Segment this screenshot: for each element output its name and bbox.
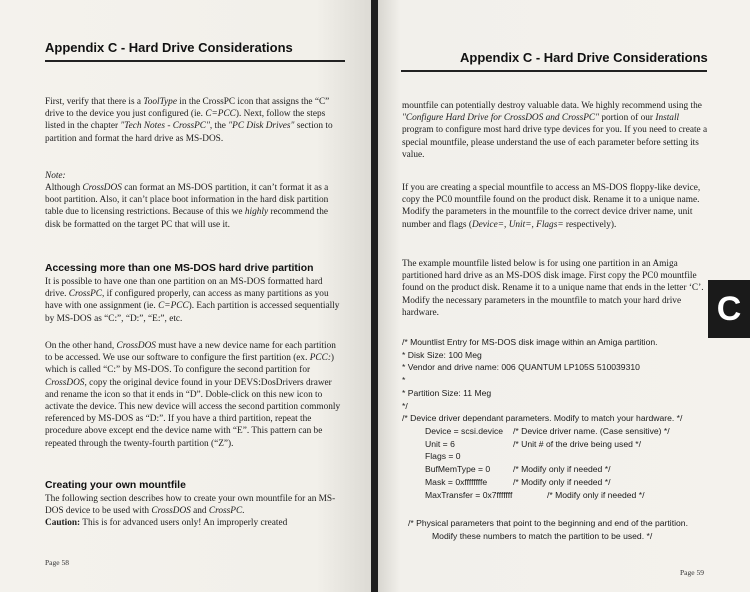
code-line: /* Device driver dependant parameters. Modify to match your hardware. */ — [402, 413, 683, 424]
paragraph: Although CrossDOS can format an MS-DOS partition, it can’t format it as a boot partition. Also, it can’t place boot information in the hard disk partition table due to licensing restrictions. Because of this we highly recommend the disk be formatted on the target PC that will use it. — [45, 183, 329, 230]
paragraph: First, verify that there is a ToolType in the CrossPC icon that assigns the “C” drive to the device you just configured (ie. C=PCC). Next, follow the steps listed in the chapter "Tech Notes - CrossPC", the "PC Disk Drives" section to partition and format the hard drive as MS-DOS. — [45, 97, 333, 144]
paragraph: The example mountfile listed below is for using one partition in an Amiga partitioned hard drive as an MS-DOS disk image. First copy the PC0 mountfile found on the product disk. Rename it to a unique name that ends in the letter ‘C’. Modify the necessary parameters in the mountfile to match your hard drive hardware. — [402, 259, 704, 318]
code-line: Modify these numbers to match the partition to be used. */ — [432, 530, 653, 541]
paragraph: The following section describes how to create your own mountfile for an MS-DOS device to be used with CrossDOS and CrossPC. Caution: This is for advanced users only! An improperly created — [45, 494, 336, 529]
param-key: Unit = 6 — [425, 438, 455, 449]
param-block — [425, 425, 725, 501]
code-line: * Vendor and drive name: 006 QUANTUM LP105S 510039310 — [402, 362, 640, 373]
paragraph: If you are creating a special mountfile to access an MS-DOS floppy-like device, copy the PC0 mountfile found on the product disk. Rename it to a unique name. Modify the parameters in the mountfile to the correct device driver name, unit number and flags (Device=, Unit=, Flags= respectively). — [402, 183, 701, 230]
code-line: */ — [402, 400, 408, 411]
caution-label: Caution: — [45, 518, 81, 529]
paragraph: mountfile can potentially destroy valuable data. We highly recommend using the "Configure Hard Drive for CrossDOS and CrossPC" portion of our Install program to configure most hard drive type devices for you. If you need to create a special mountfile, please understand the use of each parameter before setting its value. — [402, 101, 708, 160]
note-label: Note: — [45, 171, 66, 181]
param-key: Mask = 0xffffffffe — [425, 476, 488, 487]
header-rule — [45, 60, 345, 62]
param-comment: /* Modify only if needed */ — [513, 464, 611, 475]
param-line — [425, 438, 725, 451]
code-line: /* Mountlist Entry for MS-DOS disk image within an Amiga partition. — [402, 337, 658, 347]
param-comment: /* Modify only if needed */ — [547, 489, 645, 500]
param-line — [425, 489, 725, 502]
param-line — [425, 425, 725, 438]
code-line: * Partition Size: 11 Meg — [402, 387, 492, 398]
param-comment: /* Device driver name. (Case sensitive) */ — [513, 426, 670, 436]
header-rule — [401, 70, 707, 72]
caution-text: This is for advanced users only! An improperly created — [80, 518, 288, 529]
param-key: Flags = 0 — [425, 451, 461, 462]
param-line — [425, 476, 725, 489]
right-page — [378, 0, 750, 592]
param-comment: /* Modify only if needed */ — [513, 476, 611, 487]
param-comment: /* Unit # of the drive being used */ — [513, 438, 642, 449]
section-heading: Creating your own mountfile — [45, 480, 186, 491]
page-number: Page 58 — [45, 558, 69, 567]
paragraph: It is possible to have one than one partition on an MS-DOS formatted hard drive. CrossPC, if configured properly, can access as many partitions as you have with one assignment (ie. C=PCC). Each partition is accessed sequentially by MS-DOS as “C:”, “D:”, “E:”, etc. — [45, 277, 340, 324]
page-header: Appendix C - Hard Drive Considerations — [460, 50, 708, 65]
code-block — [408, 517, 748, 542]
page-header: Appendix C - Hard Drive Considerations — [45, 40, 293, 55]
code-line: * Disk Size: 100 Meg — [402, 349, 482, 360]
param-key: Device = scsi.device — [425, 426, 504, 436]
param-line — [425, 463, 725, 476]
param-line — [425, 450, 725, 463]
param-key: BufMemType = 0 — [425, 464, 491, 475]
code-line: * — [402, 375, 406, 386]
param-key: MaxTransfer = 0x7fffffff — [425, 489, 513, 500]
section-heading: Accessing more than one MS-DOS hard drive partition — [45, 263, 314, 274]
left-page — [0, 0, 372, 592]
paragraph: On the other hand, CrossDOS must have a new device name for each partition to be accessed. We use our software to configure the first partition (ex. PCC:) which is called “C:” by MS-DOS. To configure the second partition for CrossDOS, copy the original device found in your DEVS:DosDrivers drawer and rename the icon so that it ends in “D”. Doble-click on this new icon to activate the device. This new device will access the second partition commonly referenced by MS-DOS as “D:”. If you have a third partition, repeat the procedure above except end the device name with “E”. This pattern can be repeated through the twenty-fourth partition (“Z”). — [45, 341, 341, 449]
page-number: Page 59 — [680, 568, 704, 577]
code-line: /* Physical parameters that point to the beginning and end of the partition. — [408, 518, 688, 528]
code-block — [402, 336, 742, 425]
chapter-tab: C — [708, 280, 750, 338]
